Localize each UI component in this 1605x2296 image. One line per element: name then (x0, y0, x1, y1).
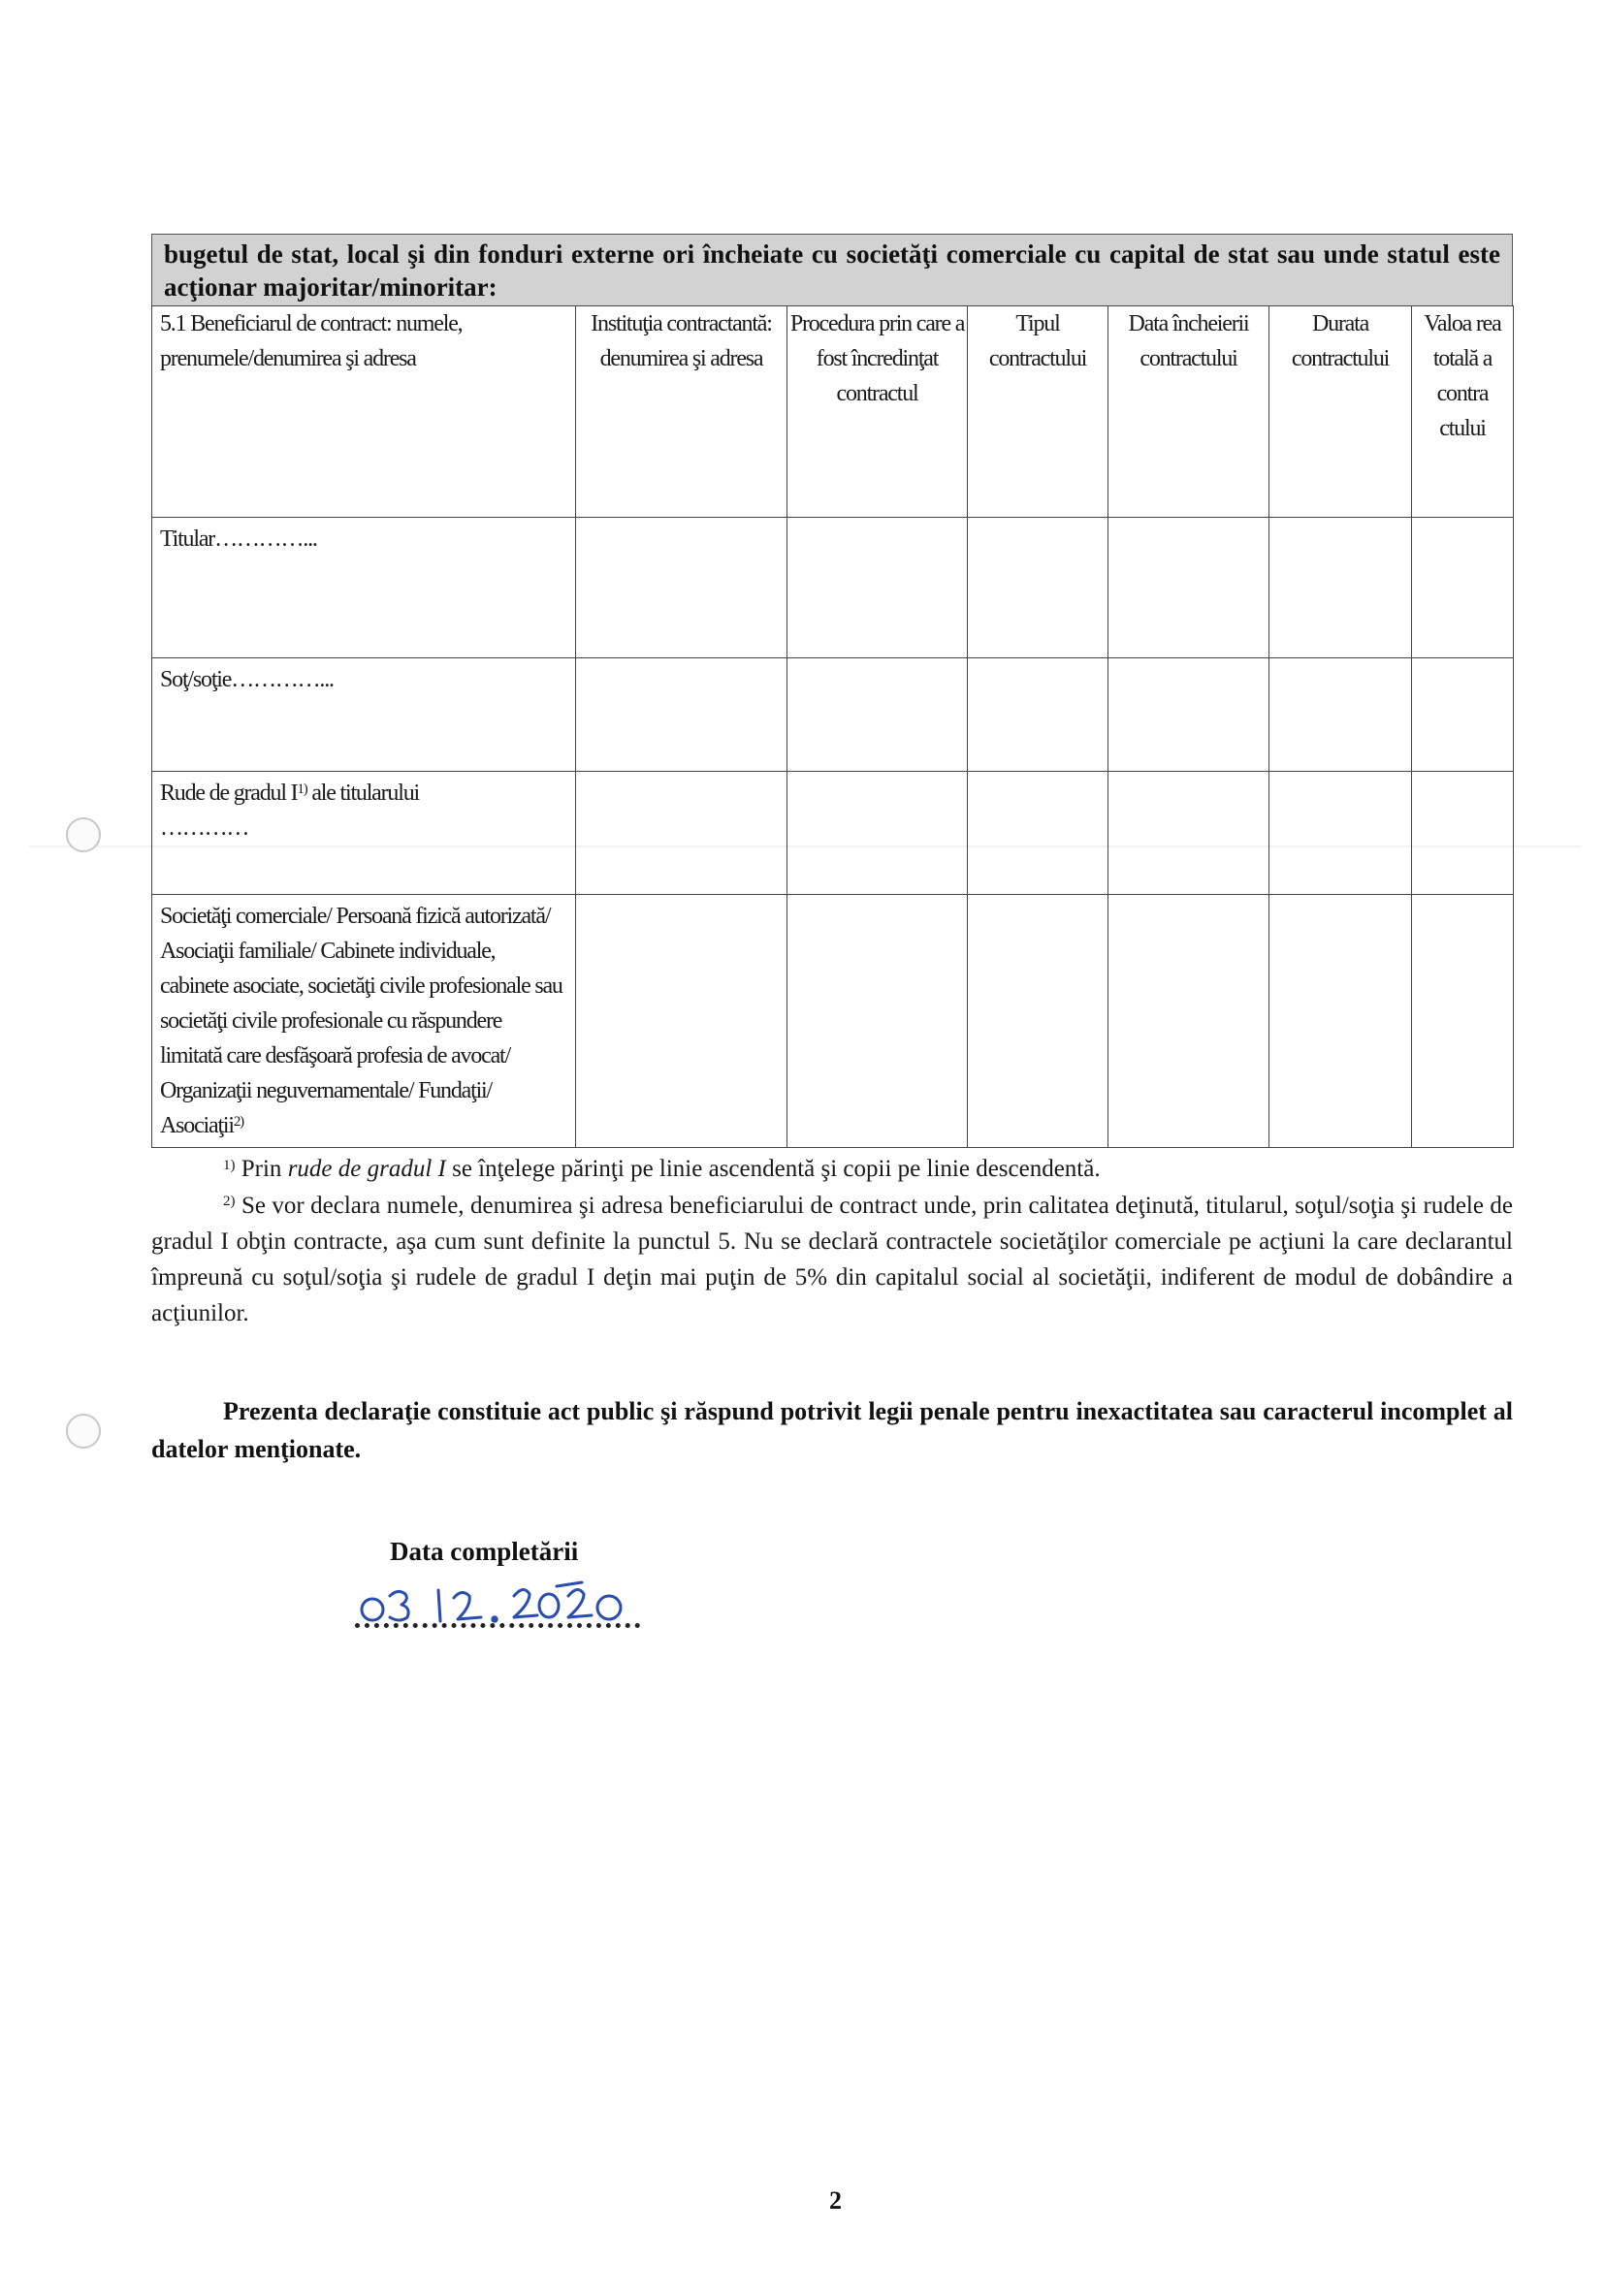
empty-cell (576, 772, 787, 895)
footnote-2-text: Se vor declara numele, denumirea şi adresa beneficiarului de contract unde, prin calitatea deţinută, titularul, soţul/soţia şi rudele de gradul I obţin contracte, aşa cum sunt definite la punctul 5. Nu se declară contractele societăţilor comerciale pe acţiuni la care declarantul împreună cu soţul/soţia şi rudele de gradul I deţin mai puţin de 5% din capitalul social al societăţii, indiferent de modul de dobândire a acţiunilor. (151, 1193, 1514, 1326)
empty-cell (1412, 518, 1514, 658)
declaration-statement: Prezenta declaraţie constituie act public şi răspund potrivit legii penale pentru inexactitatea sau caracterul incomplet al datelor menţionate. (151, 1397, 1513, 1463)
column-header-date: Data încheierii contractului (1108, 306, 1269, 518)
column-header-value: Valoa rea totală a contra ctului (1412, 306, 1514, 518)
empty-cell (576, 658, 787, 772)
empty-cell (787, 658, 968, 772)
date-label: Data completării (390, 1537, 579, 1566)
empty-cell (1269, 518, 1412, 658)
punch-hole-bottom (66, 1414, 101, 1449)
column-header-contract-type: Tipul contractului (968, 306, 1108, 518)
footnote-1-marker: 1) (223, 1158, 236, 1173)
column-header-duration: Durata contractului (1269, 306, 1412, 518)
empty-cell (576, 518, 787, 658)
page-number: 2 (829, 2186, 842, 2215)
empty-cell (787, 518, 968, 658)
column-header-institution: Instituţia contractantă: denumirea şi adresa (576, 306, 787, 518)
empty-cell (1108, 895, 1269, 1148)
footnotes (151, 1151, 1513, 1331)
row-label-sot: Soţ/soţie…………... (152, 658, 576, 772)
date-dotted-line (355, 1617, 640, 1628)
empty-cell (1108, 772, 1269, 895)
section-header: bugetul de stat, local şi din fonduri externe ori încheiate cu societăţi comerciale cu capital de stat sau unde statul este acţionar majoritar/minoritar: (151, 234, 1513, 305)
empty-cell (787, 895, 968, 1148)
rude-label-text: Rude de gradul I (160, 781, 298, 806)
empty-cell (1269, 772, 1412, 895)
table-row-titular (152, 518, 1514, 658)
empty-cell (1269, 895, 1412, 1148)
footnote-ref-2: 2) (233, 1114, 243, 1130)
column-header-beneficiary: 5.1 Beneficiarul de contract: numele, prenumele/denumirea şi adresa (152, 306, 576, 518)
row-label-rude (152, 772, 576, 895)
table-header-row (152, 306, 1514, 518)
footnote-1 (151, 1151, 1513, 1188)
empty-cell (1412, 772, 1514, 895)
footnote-1-pre: Prin (241, 1156, 288, 1182)
footnote-2-marker: 2) (223, 1194, 236, 1209)
column-header-procedure: Procedura prin care a fost încredinţat contractul (787, 306, 968, 518)
empty-cell (1412, 895, 1514, 1148)
empty-cell (1108, 518, 1269, 658)
empty-cell (1108, 658, 1269, 772)
table-row-societati (152, 895, 1514, 1148)
footnote-1-post: se înţelege părinţi pe linie ascendentă şi copii pe linie descendentă. (445, 1156, 1101, 1182)
footnote-ref-1: 1) (297, 781, 307, 797)
footnote-2 (151, 1188, 1513, 1331)
empty-cell (1269, 658, 1412, 772)
table-row-sot (152, 658, 1514, 772)
empty-cell (968, 895, 1108, 1148)
punch-hole-top (66, 817, 101, 852)
footnote-1-term: rude de gradul I (287, 1156, 446, 1182)
empty-cell (968, 658, 1108, 772)
empty-cell (968, 772, 1108, 895)
contracts-table (151, 305, 1514, 1148)
table-row-rude (152, 772, 1514, 895)
empty-cell (1412, 658, 1514, 772)
empty-cell (576, 895, 787, 1148)
societati-label-text: Societăţi comerciale/ Persoană fizică autorizată/ Asociaţii familiale/ Cabinete individuale, cabinete asociate, societăţi civile profesionale sau societăţi civile profesionale cu răspundere limitată care desfăşoară profesia de avocat/ Organizaţii neguvernamentale/ Fundaţii/ Asociaţii (160, 904, 562, 1138)
empty-cell (787, 772, 968, 895)
row-label-societati (152, 895, 576, 1148)
rude-label-tail: ale titularului (306, 781, 419, 806)
rude-label-dots: ………… (160, 815, 249, 841)
empty-cell (968, 518, 1108, 658)
row-label-titular: Titular…………... (152, 518, 576, 658)
